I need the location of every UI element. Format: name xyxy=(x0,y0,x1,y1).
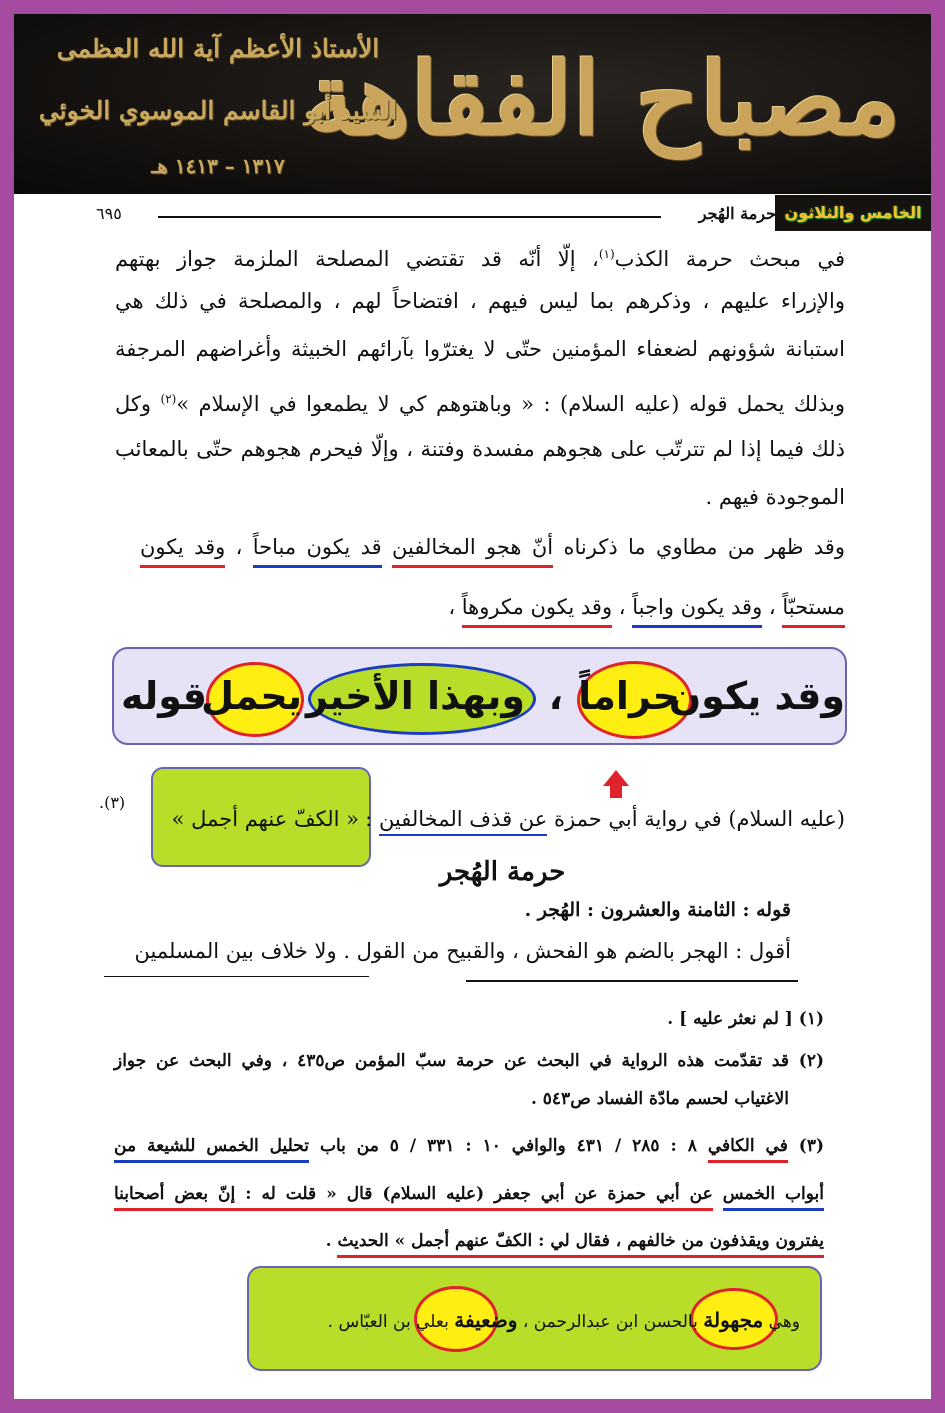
grading-box xyxy=(247,1266,822,1371)
footnote-separator xyxy=(104,976,369,977)
underline-red: عن أبي حمزة عن أبي جعفر (عليه السلام) قال « قلت له : إنّ بعض أصحابنا xyxy=(114,1184,713,1211)
volume-tag: الخامس والثلاثون xyxy=(775,195,931,231)
running-header-title: حرمة الهُجر xyxy=(698,204,776,223)
book-title: مصباح الفقاهة xyxy=(304,40,901,158)
page-number: ٦٩٥ xyxy=(96,204,122,223)
underline-red: يفترون ويقذفون من خالفهم ، فقال لي : الكفّ عنهم أجمل » الحديث xyxy=(337,1231,824,1258)
highlight-panel xyxy=(112,647,847,745)
body-line-5: ذلك فيما إذا لم تترتّب على هجوهم مفسدة وفتنة ، وإلّا فيحرم هجوهم حتّى بالمعائب xyxy=(115,437,845,461)
underline-red: وقد يكون مكروهاً xyxy=(462,595,612,628)
underline-red: وقد يكون xyxy=(140,535,225,568)
footnote-ref-1: (١) xyxy=(598,247,615,261)
aqul-line: أقول : الهجر بالضم هو الفحش ، والقبيح من القول . ولا خلاف بين المسلمين xyxy=(134,939,791,963)
highlight-word-2: حراماً xyxy=(578,674,680,718)
underline-red: مستحبّاً xyxy=(782,595,845,628)
footnote-1: (١) [ لم نعثر عليه ] . xyxy=(667,1009,824,1029)
grading-word-daeefa: وضعيفة xyxy=(454,1308,518,1332)
highlight-word-3: ، xyxy=(548,674,563,718)
body-line-4: وبذلك يحمل قوله (عليه السلام) : « وباهتوهم كي لا يطمعوا في الإسلام »$^{(٢)}$ وكل xyxy=(115,392,845,416)
footnote-3-line-1: (٣) في الكافي ٨ : ٢٨٥ / ٤٣١ والوافي ١٠ : ٣٣١ / ٥ من باب تحليل الخمس للشيعة من xyxy=(114,1129,824,1163)
aqul-underline xyxy=(466,980,798,982)
qawl-line: قوله : الثامنة والعشرون : الهُجر . xyxy=(524,899,791,921)
running-header xyxy=(96,204,776,226)
highlight-word-4: وبهذا الأخير xyxy=(305,674,525,718)
running-header-rule xyxy=(158,216,661,218)
highlight-word-5: يحمل xyxy=(200,674,302,718)
underline-red: أنّ هجو المخالفين xyxy=(392,535,553,568)
author-dates: ١٣١٧ – ١٤١٣ هـ xyxy=(151,154,285,178)
body-line-6: الموجودة فيهم . xyxy=(705,485,845,509)
highlight-word-6: قوله xyxy=(120,674,207,718)
narration-line: (عليه السلام) في رواية أبي حمزة عن قذف المخالفين : xyxy=(365,804,845,834)
body-line-7: وقد ظهر من مطاوي ما ذكرناه أنّ هجو المخالفين قد يكون مباحاً ، وقد يكون xyxy=(140,532,845,562)
quote-text: « الكفّ عنهم أجمل » xyxy=(171,807,359,831)
footnote-ref-2: (٢) xyxy=(160,392,177,406)
footnote-3-line-2 xyxy=(114,1177,824,1211)
quote-box xyxy=(151,767,371,867)
footnote-2-line-2: الاغتياب لحسم مادّة الفساد ص٥٤٣ . xyxy=(530,1089,789,1109)
footnote-2-line-1: (٢) قد تقدّمت هذه الرواية في البحث عن حرمة سبّ المؤمن ص٤٣٥ ، وفي البحث عن جواز xyxy=(114,1051,825,1071)
body-line-3: استبانة شؤونهم لضعفاء المؤمنين حتّى لا يغترّوا بآرائهم الخبيثة وأغراضهم المرجفة xyxy=(115,337,845,361)
up-arrow-stem xyxy=(610,785,622,798)
book-page xyxy=(14,14,931,1399)
grading-text: وهي مجهولة بالحسن ابن عبدالرحمن ، وضعيفة بعلي بن العبّاس . xyxy=(327,1308,800,1332)
underline-blue: تحليل الخمس للشيعة من xyxy=(114,1136,309,1163)
highlight-word-1: وقد يكون xyxy=(668,674,845,718)
body-line-8: مستحبّاً ، وقد يكون واجباً ، وقد يكون مكروهاً ، xyxy=(115,592,845,622)
underline-blue: أبواب الخمس xyxy=(723,1184,824,1211)
footnote-ref-3: (٣). xyxy=(99,793,126,812)
body-line-1: في مبحث حرمة الكذب$^{(١)}$، إلّا أنّه قد تقتضي المصلحة الملزمة جواز بهتهم xyxy=(115,247,845,271)
underline-blue: قد يكون مباحاً xyxy=(253,535,382,568)
author-line-2: السيد أبو القاسم الموسوي الخوئي xyxy=(38,96,398,125)
underline-red: في الكافي xyxy=(708,1136,788,1163)
footnote-3-line-3: يفترون ويقذفون من خالفهم ، فقال لي : الكفّ عنهم أجمل » الحديث . xyxy=(326,1224,824,1258)
up-arrow-icon xyxy=(603,770,629,786)
author-line-1: الأستاذ الأعظم آية الله العظمى xyxy=(56,34,380,63)
grading-word-majhula: مجهولة xyxy=(703,1308,764,1332)
book-cover-banner xyxy=(14,14,931,194)
underline-blue: عن قذف المخالفين xyxy=(379,807,547,836)
section-heading: حرمة الهُجر xyxy=(439,857,566,887)
underline-blue: وقد يكون واجباً xyxy=(632,595,762,628)
body-line-2: والإزراء عليهم ، وذكرهم بما ليس فيهم ، افتضاحاً لهم ، والمصلحة في ذلك هي xyxy=(115,289,845,313)
